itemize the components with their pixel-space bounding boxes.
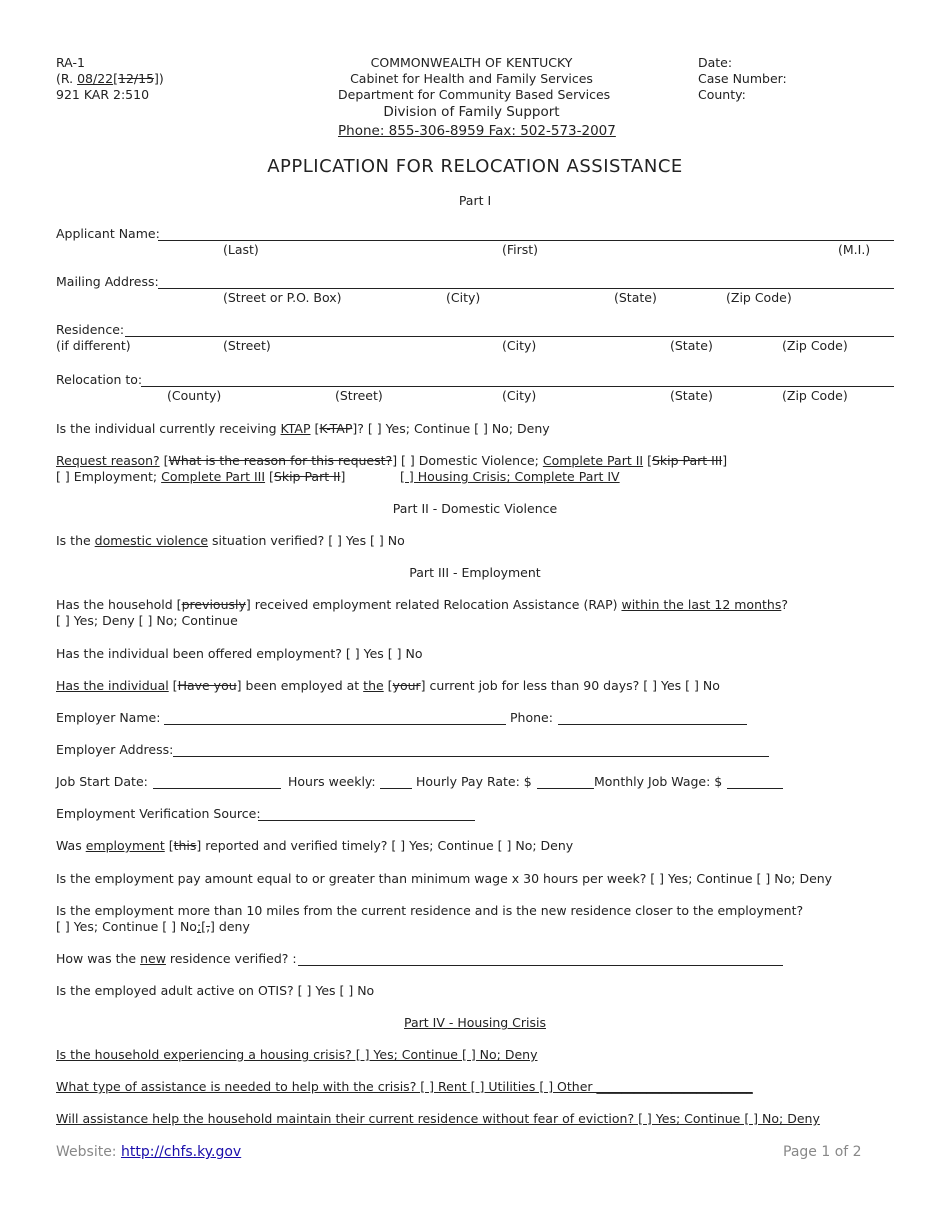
mailing-sub-state: (State) [614,290,657,305]
employed-90-days-question[interactable]: Has the individual [Have you] been employed at the [your] current job for less than 90 days? [ ] Yes [ ] No [56,678,720,693]
phone-label: Phone: [510,710,553,725]
applicant-sub-mi: (M.I.) [838,242,871,257]
residence-sub-city: (City) [502,338,537,353]
applicant-name-label: Applicant Name: [56,226,160,241]
offered-employment-question[interactable]: Has the individual been offered employment? [ ] Yes [ ] No [56,646,423,661]
applicant-name-field[interactable] [158,240,894,241]
date-label: Date: [698,55,733,70]
relocation-sub-street: (Street) [335,388,383,403]
applicant-sub-last: (Last) [223,242,259,257]
mailing-sub-city: (City) [446,290,481,305]
org-cabinet: Cabinet for Health and Family Services [350,71,593,86]
eviction-question[interactable]: Will assistance help the household maintain their current residence without fear of eviction? [ ] Yes; Continue [ ] No; Deny [56,1111,820,1126]
hourly-rate-field[interactable] [537,788,594,789]
distance-options[interactable]: [ ] Yes; Continue [ ] No;[,] deny [56,919,250,934]
mailing-address-label: Mailing Address: [56,274,159,289]
monthly-wage-field[interactable] [727,788,783,789]
hourly-rate-label: Hourly Pay Rate: $ [416,774,532,789]
residence-sub-zip: (Zip Code) [782,338,848,353]
org-contact: Phone: 855-306-8959 Fax: 502-573-2007 [338,123,616,139]
housing-crisis-option[interactable]: [ ] Housing Crisis; Complete Part IV [400,469,620,484]
residence-note: (if different) [56,338,131,353]
new-residence-verified-field[interactable] [298,965,783,966]
assistance-type-question[interactable]: What type of assistance is needed to help with the crisis? [ ] Rent [ ] Utilities [ ] Other _________________________ [56,1079,753,1094]
employer-address-field[interactable] [173,756,769,757]
residence-sub-state: (State) [670,338,713,353]
mailing-sub-street: (Street or P.O. Box) [223,290,342,305]
hours-weekly-label: Hours weekly: [288,774,376,789]
org-commonwealth: COMMONWEALTH OF KENTUCKY [370,55,573,70]
rap-question: Has the household [previously] received employment related Relocation Assistance (RAP) within the last 12 months? [56,597,788,612]
housing-crisis-question[interactable]: Is the household experiencing a housing crisis? [ ] Yes; Continue [ ] No; Deny [56,1047,538,1062]
form-id: RA-1 [56,55,85,70]
employer-name-field[interactable] [164,724,506,725]
website-footer: Website: http://chfs.ky.gov [56,1144,242,1160]
hours-weekly-field[interactable] [380,788,412,789]
phone-field[interactable] [558,724,747,725]
residence-sub-street: (Street) [223,338,271,353]
applicant-sub-first: (First) [502,242,539,257]
mailing-address-field[interactable] [158,288,894,289]
employer-address-label: Employer Address: [56,742,174,757]
form-title: APPLICATION FOR RELOCATION ASSISTANCE [267,156,683,177]
job-start-field[interactable] [153,788,281,789]
mailing-sub-zip: (Zip Code) [726,290,792,305]
rap-options[interactable]: [ ] Yes; Deny [ ] No; Continue [56,613,238,628]
county-label: County: [698,87,746,102]
request-reason-line2[interactable]: [ ] Employment; Complete Part III [Skip Part II] [56,469,346,484]
relocation-sub-state: (State) [670,388,713,403]
verification-source-field[interactable] [258,820,475,821]
relocation-sub-zip: (Zip Code) [782,388,848,403]
revision: (R. 08/22[12/15]) [56,71,164,86]
relocation-sub-city: (City) [502,388,537,403]
otis-question[interactable]: Is the employed adult active on OTIS? [ ] Yes [ ] No [56,983,375,998]
part3-heading: Part III - Employment [409,565,541,580]
page-number: Page 1 of 2 [783,1144,862,1160]
distance-question: Is the employment more than 10 miles from the current residence and is the new residence closer to the employment? [56,903,804,918]
job-start-label: Job Start Date: [56,774,148,789]
relocation-field[interactable] [141,386,894,387]
minimum-wage-question[interactable]: Is the employment pay amount equal to or greater than minimum wage x 30 hours per week? [ ] Yes; Continue [ ] No; Deny [56,871,833,886]
request-reason-line1[interactable]: Request reason? [What is the reason for this request?] [ ] Domestic Violence; Complete Part II [Skip Part III] [56,453,728,468]
relocation-label: Relocation to: [56,372,143,387]
dv-verified-question[interactable]: Is the domestic violence situation verified? [ ] Yes [ ] No [56,533,405,548]
residence-label: Residence: [56,322,125,337]
org-department: Department for Community Based Services [338,87,611,102]
part2-heading: Part II - Domestic Violence [392,501,558,516]
ktap-question[interactable]: Is the individual currently receiving KTAP [K-TAP]? [ ] Yes; Continue [ ] No; Deny [56,421,550,436]
org-division: Division of Family Support [383,104,560,120]
residence-field[interactable] [125,336,894,337]
part1-heading: Part I [458,193,492,208]
reported-timely-question[interactable]: Was employment [this] reported and verified timely? [ ] Yes; Continue [ ] No; Deny [56,838,574,853]
verification-source-label: Employment Verification Source: [56,806,261,821]
part4-heading: Part IV - Housing Crisis [404,1015,546,1030]
website-link[interactable]: http://chfs.ky.gov [120,1144,242,1160]
relocation-sub-county: (County) [167,388,222,403]
case-number-label: Case Number: [698,71,787,86]
monthly-wage-label: Monthly Job Wage: $ [594,774,723,789]
new-residence-verified-label: How was the new residence verified? : [56,951,297,966]
regulation: 921 KAR 2:510 [56,87,150,102]
employer-name-label: Employer Name: [56,710,161,725]
